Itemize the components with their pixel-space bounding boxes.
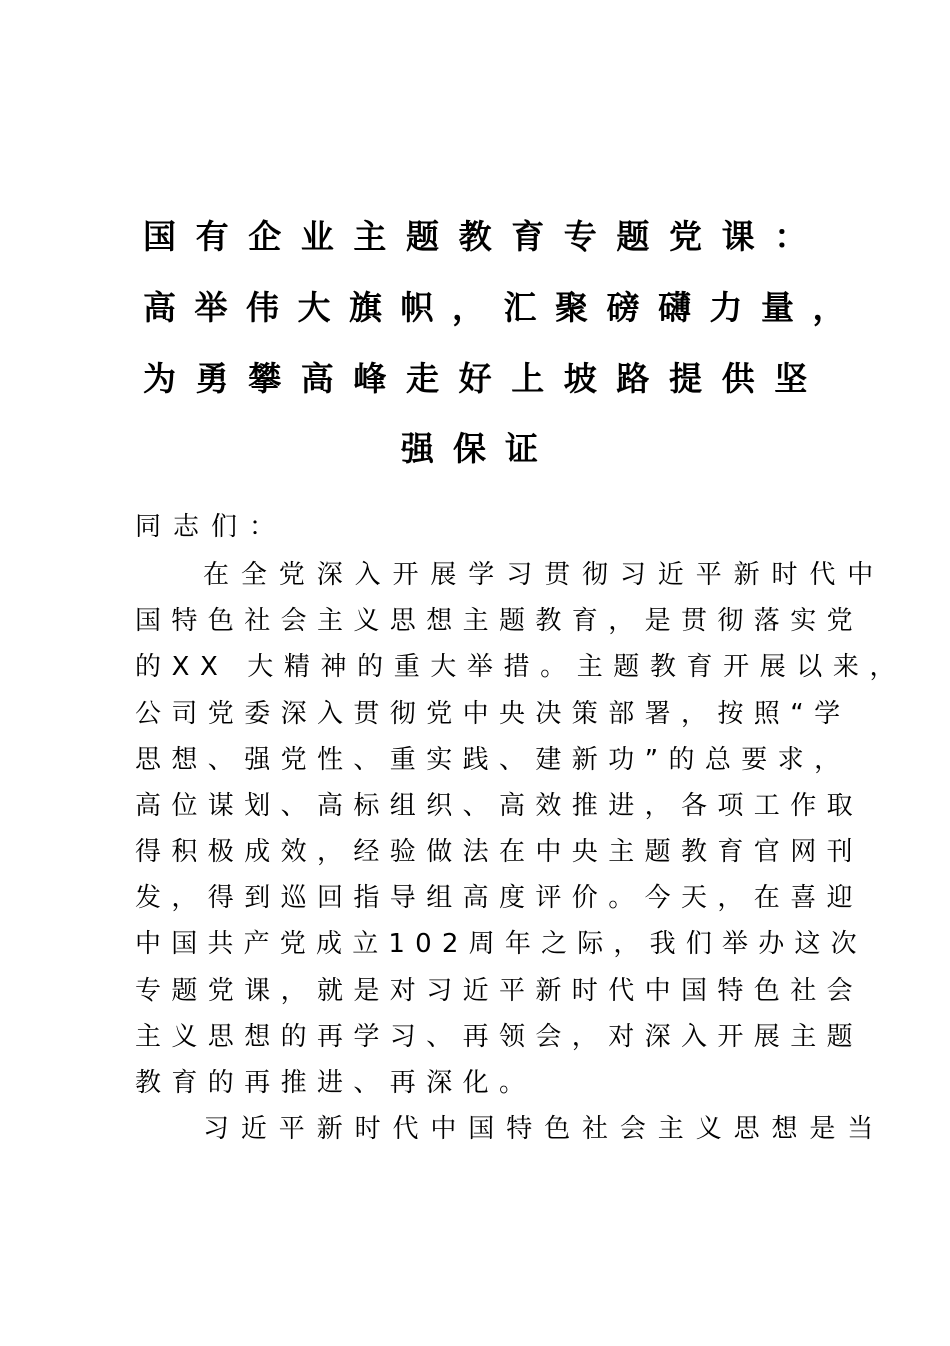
body-line-13: 习近平新时代中国特色社会主义思想是当 [203,1114,886,1144]
body-line-2: 国特色社会主义思想主题教育，是贯彻落实党 [135,606,864,636]
body-line-12: 教育的再推进、再深化。 [135,1068,536,1098]
body-line-10: 专题党课，就是对习近平新时代中国特色社会 [135,976,864,1006]
title-line-1: 国有企业主题教育专题党课： [143,217,827,256]
title-line-3: 为勇攀高峰走好上坡路提供坚 [143,359,827,398]
body-line-1: 在全党深入开展学习贯彻习近平新时代中 [203,560,886,590]
body-line-8: 发，得到巡回指导组高度评价。今天，在喜迎 [135,883,864,913]
body-line-9: 中国共产党成立102周年之际，我们举办这次 [135,929,867,959]
body-line-11: 主义思想的再学习、再领会，对深入开展主题 [135,1022,864,1052]
body-line-4: 公司党委深入贯彻党中央决策部署，按照“学 [135,699,851,729]
body-line-3: 的XX 大精神的重大举措。主题教育开展以来， [135,652,907,682]
title-line-4: 强保证 [401,429,557,468]
title-line-2: 高举伟大旗帜，汇聚磅礴力量， [143,288,864,327]
salutation: 同志们： [135,512,288,542]
body-line-5: 思想、强党性、重实践、建新功”的总要求， [135,745,851,775]
body-line-6: 高位谋划、高标组织、高效推进，各项工作取 [135,791,864,821]
body-line-7: 得积极成效，经验做法在中央主题教育官网刊 [135,837,864,867]
